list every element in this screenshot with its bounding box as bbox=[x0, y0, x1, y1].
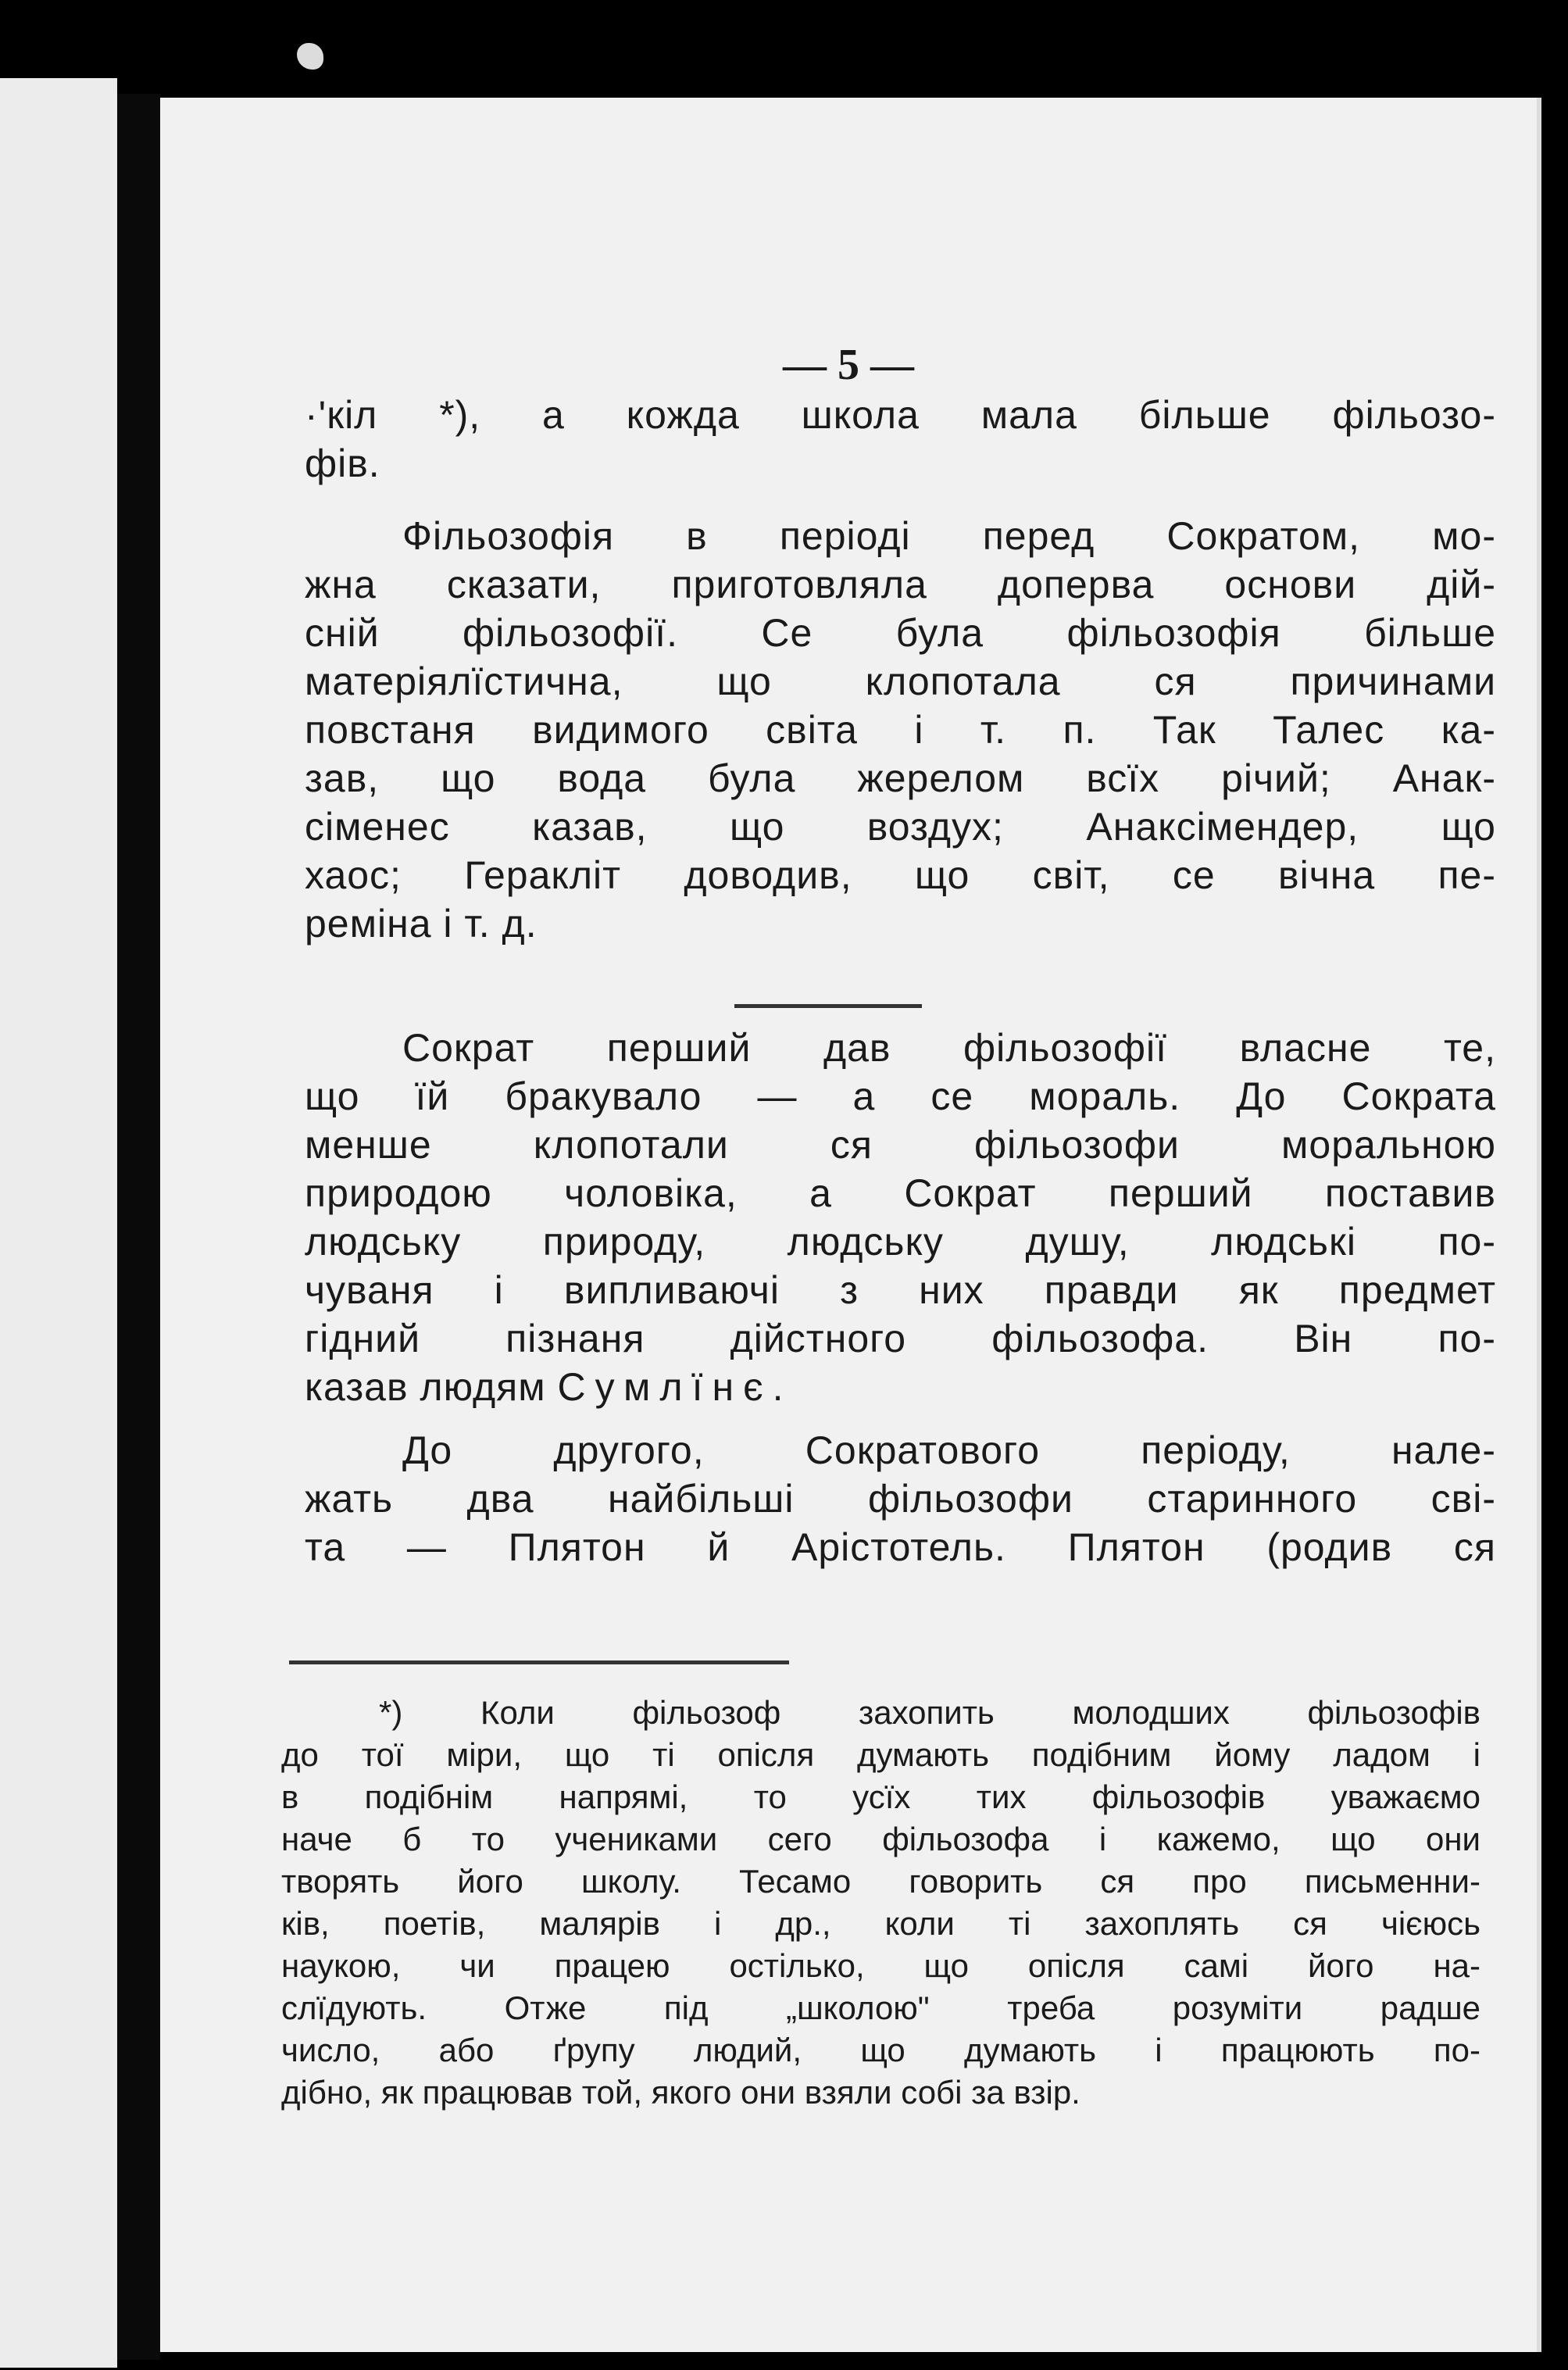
spaced-word: Сумлїнє. bbox=[557, 1365, 793, 1409]
text-line: реміна і т. д. bbox=[305, 902, 538, 945]
footnote-line: творять його школу. Тесамо говорить ся про письменни- bbox=[281, 1863, 1480, 1900]
text-line: сній фільозофії. Се була фільозофія більше bbox=[305, 611, 1496, 655]
footnote-line: в подібнім напрямі, то усїх тих фільозофів уважаємо bbox=[281, 1778, 1480, 1815]
footnote-line: наче б то учениками сего фільозофа і кажемо, що они bbox=[281, 1821, 1480, 1857]
book-gutter bbox=[117, 94, 160, 2360]
footnote-rule bbox=[289, 1660, 789, 1664]
text-line: Фільозофія в періоді перед Сократом, мо- bbox=[402, 514, 1496, 558]
paragraph-4 bbox=[305, 1426, 1496, 1571]
text-line: жна сказати, приготовляла доперва основи дій- bbox=[305, 563, 1496, 606]
book-page bbox=[160, 98, 1541, 2352]
footnote-line: до тої міри, що ті опісля думають подібним йому ладом і bbox=[281, 1736, 1480, 1773]
footnote bbox=[281, 1692, 1480, 2114]
text-line: та — Плятон й Арістотель. Плятон (родив ся bbox=[305, 1525, 1496, 1569]
text-line: зав, що вода була жерелом всїх річий; Анак- bbox=[305, 756, 1496, 800]
paragraph-2 bbox=[305, 512, 1496, 948]
text-line: чуваня і випливаючі з них правди як предмет bbox=[305, 1268, 1496, 1312]
text-line: До другого, Сократового періоду, нале- bbox=[402, 1428, 1496, 1472]
footnote-line: число, або ґрупу людий, що думають і працюють по- bbox=[281, 2032, 1480, 2068]
paragraph-3 bbox=[305, 1024, 1496, 1411]
text-line: Сократ перший дав фільозофії власне те, bbox=[402, 1026, 1496, 1070]
footnote-line: слїдують. Отже під „школою" треба розуміти радше bbox=[281, 1989, 1480, 2026]
scan-speck bbox=[297, 43, 323, 70]
page-number: — 5 — bbox=[783, 341, 914, 389]
adjacent-page-edge bbox=[0, 78, 117, 2368]
text-line: повстаня видимого світа і т. п. Так Талес ка- bbox=[305, 708, 1496, 752]
text-line: людську природу, людську душу, людські по- bbox=[305, 1220, 1496, 1264]
text-line: менше клопотали ся фільозофи моральною bbox=[305, 1123, 1496, 1167]
text-line: матеріялїстична, що клопотала ся причинами bbox=[305, 660, 1496, 703]
text-line: що їй бракувало — а се мораль. До Сократа bbox=[305, 1074, 1496, 1118]
text-fragment: казав людям bbox=[305, 1365, 558, 1409]
footnote-line: ків, поетів, малярів і др., коли ті захоплять ся чієюсь bbox=[281, 1905, 1480, 1942]
text-line: сіменес казав, що воздух; Анаксімендер, що bbox=[305, 805, 1496, 849]
footnote-line: наукою, чи працею остілько, що опісля самі його на- bbox=[281, 1947, 1480, 1984]
paragraph-1 bbox=[305, 391, 1496, 488]
text-line: ·'кіл *), а кожда школа мала більше фільозо- bbox=[305, 393, 1496, 437]
text-line: фів. bbox=[305, 441, 380, 485]
text-line: гідний пізнаня дійстного фільозофа. Він по- bbox=[305, 1317, 1496, 1360]
footnote-line: дібно, як працював той, якого они взяли собі за взір. bbox=[281, 2074, 1080, 2111]
text-line: природою чоловіка, а Сократ перший поставив bbox=[305, 1171, 1496, 1215]
text-line: жать два найбільші фільозофи старинного сві- bbox=[305, 1477, 1496, 1521]
section-separator bbox=[734, 1004, 922, 1008]
footnote-line: *) Коли фільозоф захопить молодших фільозофів bbox=[379, 1694, 1480, 1731]
text-line: хаос; Геракліт доводив, що світ, се вічна пе- bbox=[305, 853, 1496, 897]
text-line bbox=[305, 1363, 1496, 1411]
